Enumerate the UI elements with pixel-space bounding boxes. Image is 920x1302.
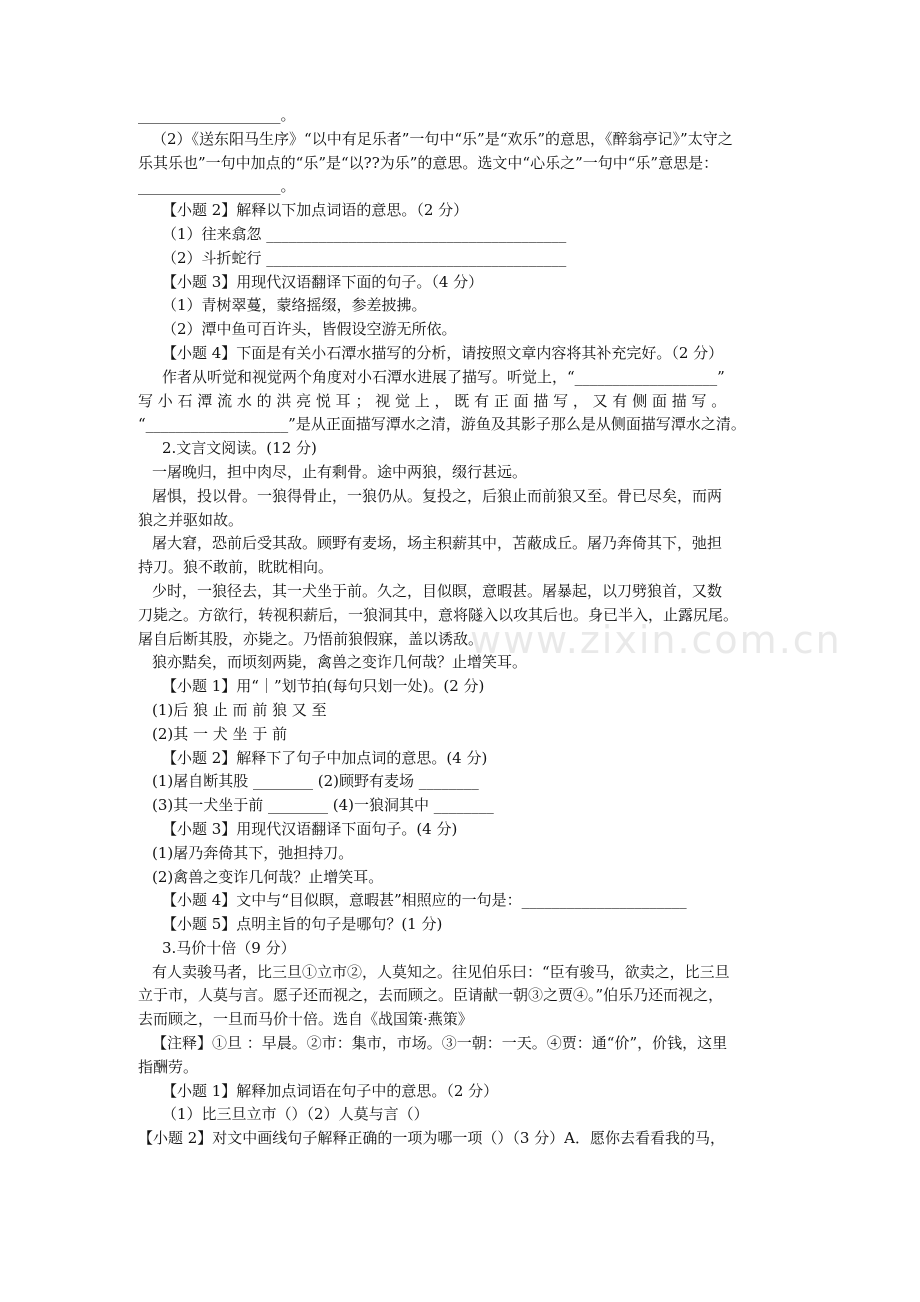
question-text: 作者从听觉和视觉两个角度对小石潭水进展了描写。听觉上，“___________________”: [162, 367, 725, 386]
subquestion-heading: 【小题 2】对文中画线句子解释正确的一项为哪一项（）（3 分）A．愿你去看看我的马，: [138, 1129, 725, 1148]
subquestion-heading: 【小题 4】文中与“目似瞑，意暇甚”相照应的一句是：______________________: [162, 891, 687, 910]
subquestion-heading: 【小题 1】解释加点词语在句子中的意思。（2 分）: [162, 1081, 499, 1100]
passage-paragraph: 立于市，人莫与言。愿子还而视之，去而顾之。臣请献一朝③之贾④。”伯乐乃还而视之，: [138, 986, 724, 1005]
question-item: （1）青树翠蔓，蒙络摇缀，参差披拂。: [162, 296, 427, 315]
question-item: (1)屠自断其股 ________ (2)顾野有麦场 ________: [152, 772, 479, 791]
subquestion-heading: 【小题 5】点明主旨的句子是哪句？(1 分): [162, 915, 443, 934]
question-item: （2）斗折蛇行 ________________________________________: [162, 248, 567, 267]
question-item: (1)屠乃奔倚其下，弛担持刀。: [152, 843, 354, 862]
question-text: “___________________”是从正面描写潭水之清，游鱼及其影子那么是从侧面描写潭水之清。: [138, 415, 746, 434]
passage-paragraph: 屠自后断其股，亦毙之。乃悟前狼假寐，盖以诱敌。: [138, 629, 484, 648]
question-item: (3)其一犬坐于前 ________ (4)一狼洞其中 ________: [152, 796, 494, 815]
question-item: （1）往来翕忽 ________________________________________: [162, 224, 567, 243]
subquestion-heading: 【小题 3】用现代汉语翻译下面的句子。（4 分）: [162, 272, 484, 291]
section-heading: 2.文言文阅读。(12 分): [162, 439, 317, 458]
question-item: (2)禽兽之变诈几何哉？止增笑耳。: [152, 867, 384, 886]
subquestion-heading: 【小题 2】解释下了句子中加点词的意思。(4 分): [162, 748, 488, 767]
subquestion-heading: 【小题 3】用现代汉语翻译下面句子。(4 分): [162, 819, 458, 838]
answer-blank-line: ___________________。: [138, 177, 296, 196]
subquestion-heading: 【小题 1】用“｜”划节拍(每句只划一处)。(2 分): [162, 677, 485, 696]
passage-paragraph: 屠惧，投以骨。一狼得骨止，一狼仍从。复投之，后狼止而前狼又至。骨已尽矣，而两: [152, 486, 723, 505]
passage-paragraph: 刀毙之。方欲行，转视积薪后，一狼洞其中，意将隧入以攻其后也。身已半入，止露尻尾。: [138, 605, 739, 624]
question-text: （2）《送东阳马生序》“以中有足乐者”一句中“乐”是“欢乐”的意思，《醉翁亭记》”太守之: [152, 129, 733, 148]
question-text: 写 小 石 潭 流 水 的 洪 亮 悦 耳 ； 视 觉 上 ， 既 有 正 面 描 写 ， 又 有 侧 面 描 写 。: [138, 391, 727, 410]
subquestion-heading: 【小题 2】解释以下加点词语的意思。（2 分）: [162, 201, 469, 220]
question-item: (1)后 狼 止 而 前 狼 又 至: [152, 700, 327, 719]
watermark: www.zixin.com.cn: [470, 618, 842, 662]
question-item: （1）比三旦立市（）（2）人莫与言（）: [162, 1105, 429, 1124]
question-item: (2)其 一 犬 坐 于 前: [152, 724, 288, 743]
passage-paragraph: 去而顾之，一旦而马价十倍。选自《战国策·燕策》: [138, 1010, 473, 1029]
passage-paragraph: 狼亦黠矣，而顷刻两毙，禽兽之变诈几何哉？止增笑耳。: [152, 653, 528, 672]
question-item: （2）潭中鱼可百许头，皆假设空游无所依。: [162, 320, 457, 339]
passage-paragraph: 少时，一狼径去，其一犬坐于前。久之，目似瞑，意暇甚。屠暴起，以刀劈狼首，又数: [152, 581, 723, 600]
section-heading: 3.马价十倍（9 分）: [162, 938, 296, 957]
document-body: [138, 104, 798, 1151]
passage-paragraph: 狼之并驱如故。: [138, 510, 244, 529]
passage-paragraph: 屠大窘，恐前后受其敌。顾野有麦场，场主积薪其中，苫蔽成丘。屠乃奔倚其下，弛担: [152, 534, 723, 553]
question-text: 乐其乐也”一句中加点的“乐”是“以??为乐”的意思。选文中“心乐之”一句中“乐”意思是：: [138, 153, 719, 172]
annotation-note: 指酬劳。: [138, 1057, 199, 1076]
answer-blank-line: ___________________。: [138, 106, 296, 124]
passage-paragraph: 一屠晚归，担中肉尽，止有剩骨。途中两狼，缀行甚远。: [152, 462, 528, 481]
subquestion-heading: 【小题 4】下面是有关小石潭水描写的分析，请按照文章内容将其补充完好。（2 分）: [162, 343, 724, 362]
passage-paragraph: 有人卖骏马者，比三旦①立市②，人莫知之。往见伯乐曰：“臣有骏马，欲卖之，比三旦: [152, 962, 730, 981]
annotation-note: 【注释】①旦 ：早晨。②市：集市，市场。③一朝：一天。④贾：通“价”，价钱，这里: [152, 1034, 728, 1053]
passage-paragraph: 持刀。狼不敢前，眈眈相向。: [138, 558, 334, 577]
